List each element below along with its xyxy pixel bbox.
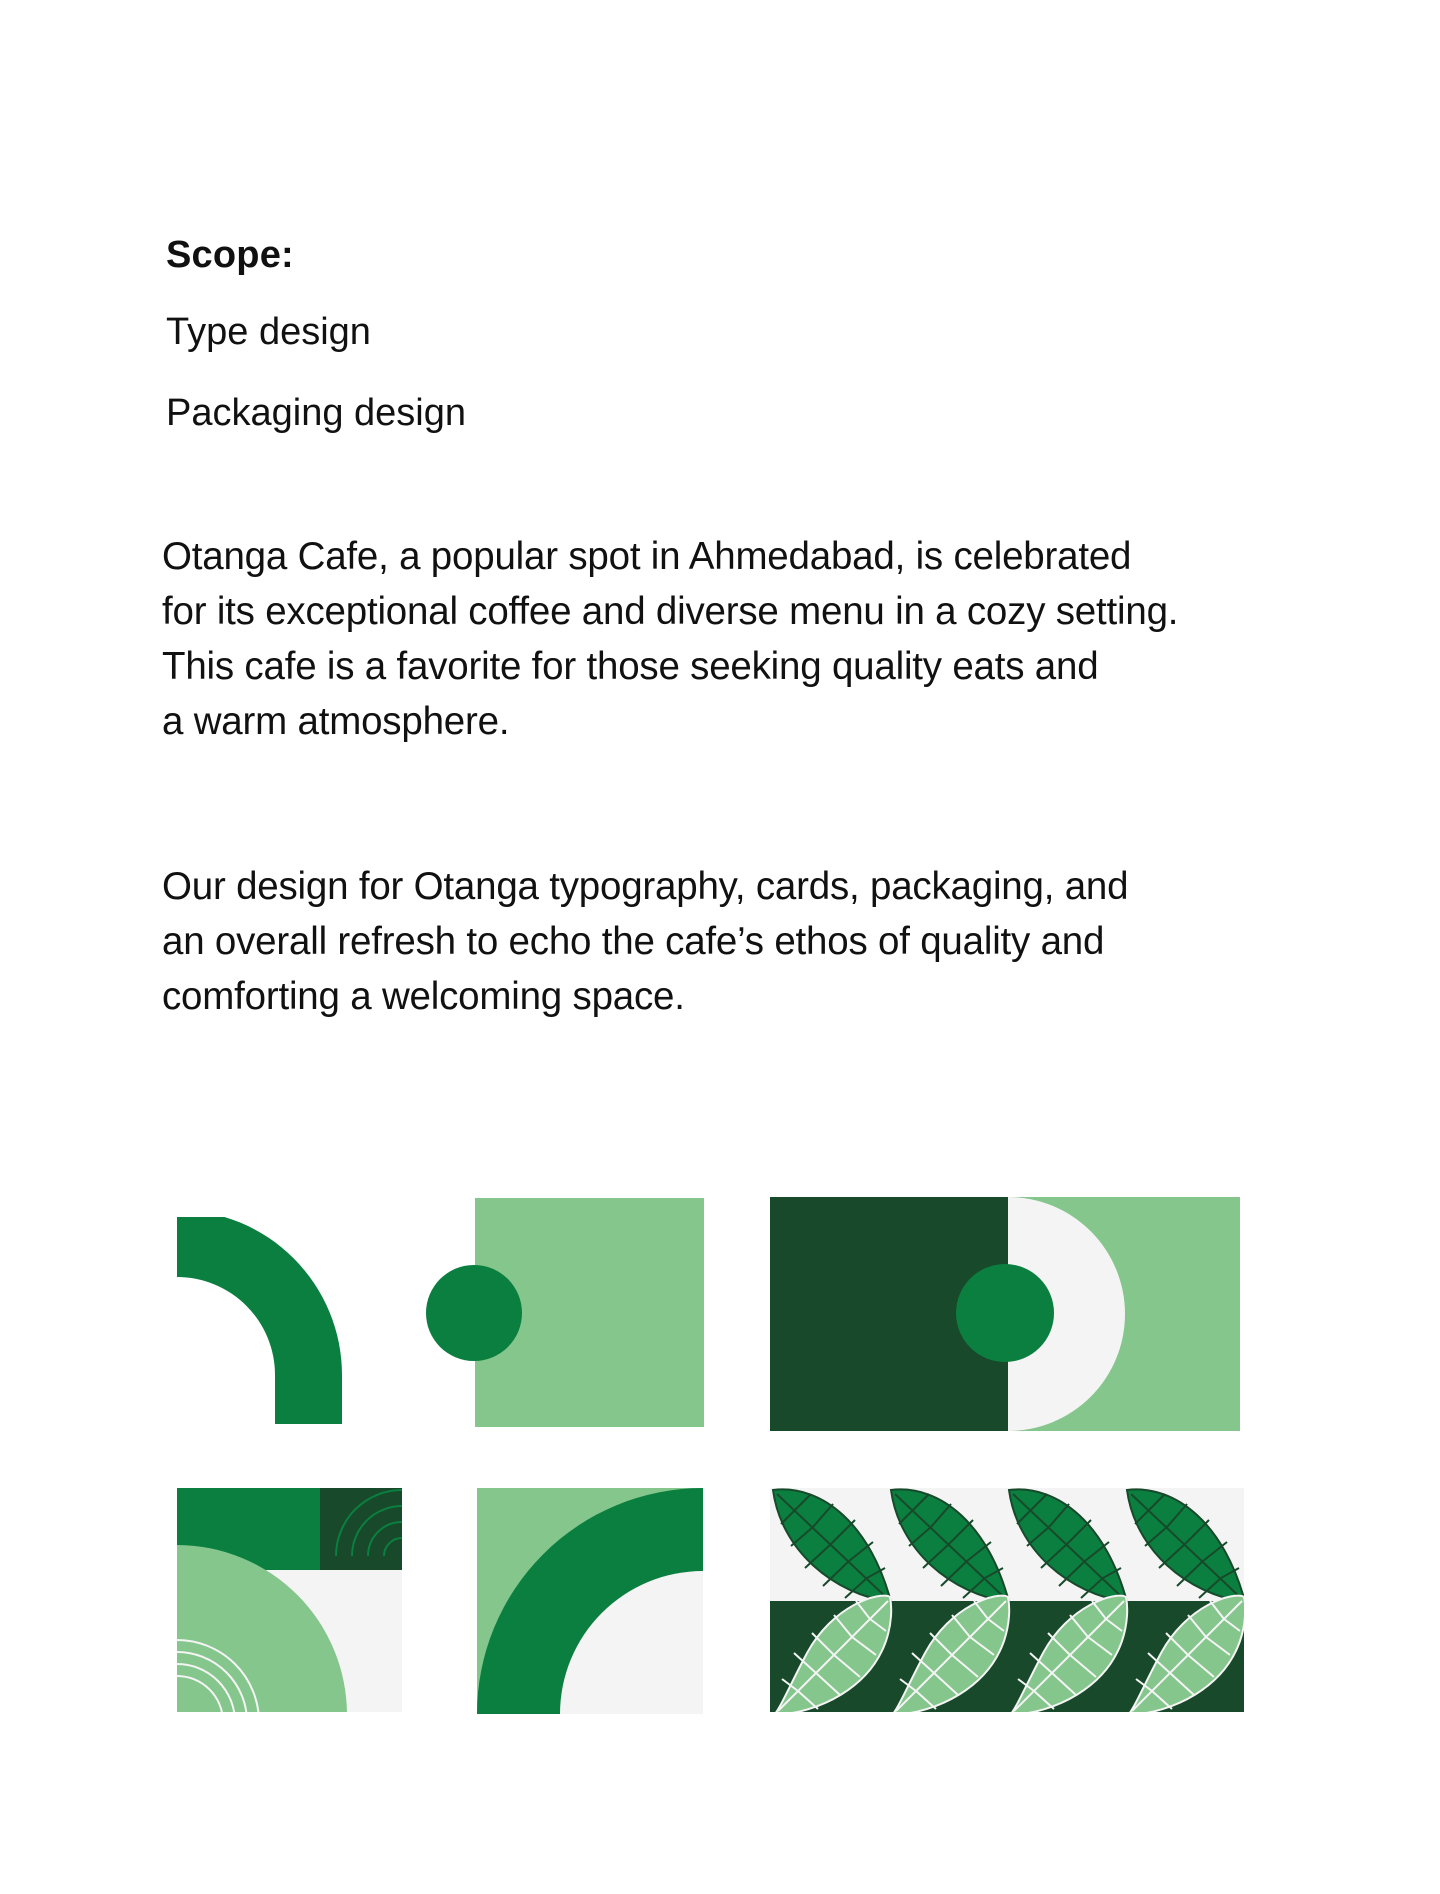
intro-line: a warm atmosphere.	[162, 700, 510, 743]
intro-line: Otanga Cafe, a popular spot in Ahmedabad, is celebrated	[162, 535, 1132, 578]
scope-item-type-design: Type design	[166, 311, 371, 353]
scope-item-packaging-design: Packaging design	[166, 392, 466, 434]
design-line: an overall refresh to echo the cafe’s ethos of quality and	[162, 920, 1105, 963]
tile-circle-square	[426, 1198, 704, 1427]
design-line: comforting a welcoming space.	[162, 975, 685, 1018]
tile-arc-square	[477, 1488, 703, 1714]
tile-leaf-pattern	[770, 1488, 1245, 1715]
tile-split-halfcircle	[770, 1197, 1240, 1431]
intro-line: This cafe is a favorite for those seeking quality eats and	[162, 645, 1099, 688]
scope-heading: Scope:	[166, 234, 294, 276]
tile-band-arcs	[177, 1488, 402, 1722]
design-line: Our design for Otanga typography, cards, packaging, and	[162, 865, 1129, 908]
tile-quarter-ring	[177, 1210, 342, 1424]
intro-line: for its exceptional coffee and diverse menu in a cozy setting.	[162, 590, 1179, 633]
